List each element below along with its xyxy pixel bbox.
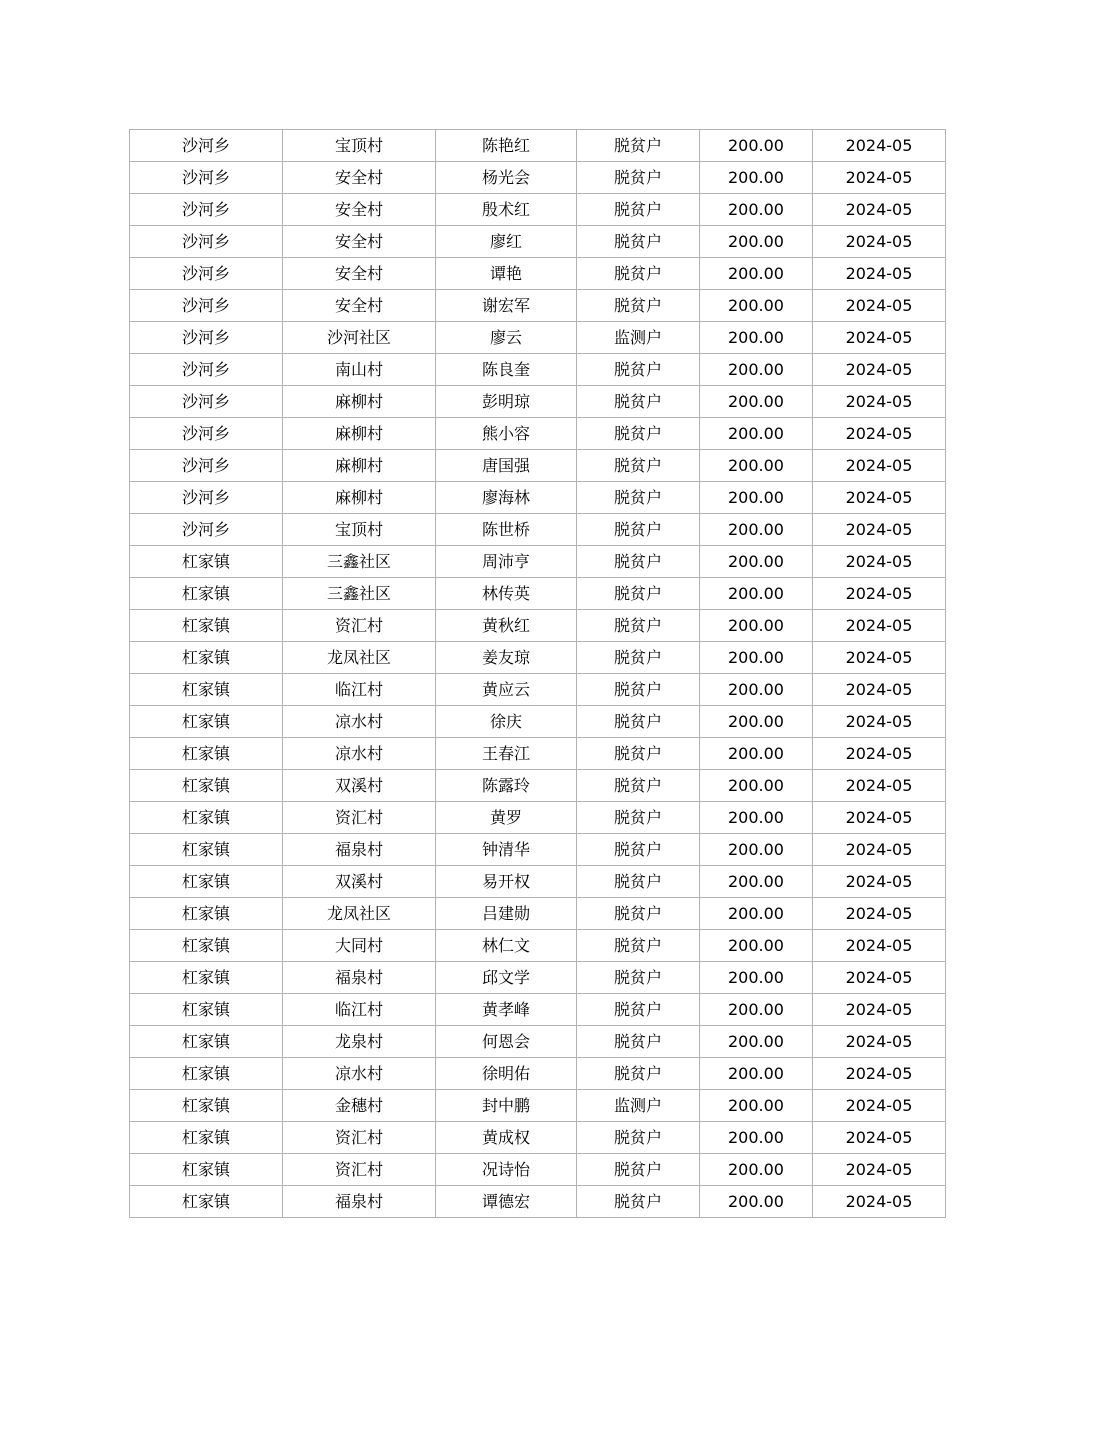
amount-cell: 200.00 (700, 674, 813, 706)
township-cell: 杠家镇 (130, 770, 283, 802)
amount-cell: 200.00 (700, 514, 813, 546)
household-type-cell: 脱贫户 (577, 866, 700, 898)
village-cell: 大同村 (283, 930, 436, 962)
month-cell: 2024-05 (813, 962, 946, 994)
month-cell: 2024-05 (813, 226, 946, 258)
month-cell: 2024-05 (813, 1186, 946, 1218)
month-cell: 2024-05 (813, 1154, 946, 1186)
village-cell: 双溪村 (283, 770, 436, 802)
amount-cell: 200.00 (700, 1122, 813, 1154)
name-cell: 陈良奎 (436, 354, 577, 386)
amount-cell: 200.00 (700, 450, 813, 482)
township-cell: 杠家镇 (130, 898, 283, 930)
table-row (130, 962, 946, 994)
amount-cell: 200.00 (700, 162, 813, 194)
name-cell: 谭艳 (436, 258, 577, 290)
township-cell: 沙河乡 (130, 386, 283, 418)
name-cell: 黄秋红 (436, 610, 577, 642)
township-cell: 杠家镇 (130, 930, 283, 962)
name-cell: 陈露玲 (436, 770, 577, 802)
township-cell: 杠家镇 (130, 706, 283, 738)
table-row (130, 386, 946, 418)
township-cell: 沙河乡 (130, 418, 283, 450)
month-cell: 2024-05 (813, 1058, 946, 1090)
amount-cell: 200.00 (700, 770, 813, 802)
table-row (130, 834, 946, 866)
month-cell: 2024-05 (813, 450, 946, 482)
household-type-cell: 脱贫户 (577, 962, 700, 994)
name-cell: 谭德宏 (436, 1186, 577, 1218)
household-type-cell: 脱贫户 (577, 898, 700, 930)
village-cell: 福泉村 (283, 834, 436, 866)
household-type-cell: 脱贫户 (577, 546, 700, 578)
month-cell: 2024-05 (813, 834, 946, 866)
table-row (130, 898, 946, 930)
township-cell: 沙河乡 (130, 450, 283, 482)
township-cell: 杠家镇 (130, 674, 283, 706)
household-type-cell: 脱贫户 (577, 610, 700, 642)
township-cell: 沙河乡 (130, 194, 283, 226)
amount-cell: 200.00 (700, 994, 813, 1026)
household-type-cell: 监测户 (577, 1090, 700, 1122)
month-cell: 2024-05 (813, 674, 946, 706)
amount-cell: 200.00 (700, 1058, 813, 1090)
township-cell: 杠家镇 (130, 610, 283, 642)
household-type-cell: 脱贫户 (577, 450, 700, 482)
household-type-cell: 脱贫户 (577, 1026, 700, 1058)
table-row (130, 546, 946, 578)
amount-cell: 200.00 (700, 578, 813, 610)
month-cell: 2024-05 (813, 866, 946, 898)
township-cell: 杠家镇 (130, 1058, 283, 1090)
month-cell: 2024-05 (813, 322, 946, 354)
table-row (130, 770, 946, 802)
township-cell: 杠家镇 (130, 962, 283, 994)
amount-cell: 200.00 (700, 354, 813, 386)
township-cell: 沙河乡 (130, 226, 283, 258)
household-type-cell: 脱贫户 (577, 258, 700, 290)
township-cell: 杠家镇 (130, 1026, 283, 1058)
amount-cell: 200.00 (700, 226, 813, 258)
amount-cell: 200.00 (700, 290, 813, 322)
amount-cell: 200.00 (700, 1154, 813, 1186)
township-cell: 杠家镇 (130, 802, 283, 834)
village-cell: 宝顶村 (283, 514, 436, 546)
village-cell: 双溪村 (283, 866, 436, 898)
month-cell: 2024-05 (813, 162, 946, 194)
name-cell: 吕建勋 (436, 898, 577, 930)
table-row (130, 194, 946, 226)
amount-cell: 200.00 (700, 546, 813, 578)
village-cell: 三鑫社区 (283, 578, 436, 610)
table-row (130, 514, 946, 546)
amount-cell: 200.00 (700, 1026, 813, 1058)
household-type-cell: 脱贫户 (577, 354, 700, 386)
village-cell: 龙凤社区 (283, 898, 436, 930)
village-cell: 安全村 (283, 258, 436, 290)
month-cell: 2024-05 (813, 194, 946, 226)
month-cell: 2024-05 (813, 770, 946, 802)
amount-cell: 200.00 (700, 706, 813, 738)
household-type-cell: 脱贫户 (577, 386, 700, 418)
household-type-cell: 脱贫户 (577, 418, 700, 450)
township-cell: 沙河乡 (130, 482, 283, 514)
village-cell: 凉水村 (283, 706, 436, 738)
month-cell: 2024-05 (813, 610, 946, 642)
month-cell: 2024-05 (813, 930, 946, 962)
household-type-cell: 脱贫户 (577, 482, 700, 514)
table-row (130, 802, 946, 834)
household-type-cell: 脱贫户 (577, 994, 700, 1026)
village-cell: 临江村 (283, 674, 436, 706)
household-type-cell: 脱贫户 (577, 130, 700, 162)
month-cell: 2024-05 (813, 514, 946, 546)
amount-cell: 200.00 (700, 962, 813, 994)
amount-cell: 200.00 (700, 130, 813, 162)
township-cell: 沙河乡 (130, 258, 283, 290)
township-cell: 杠家镇 (130, 642, 283, 674)
township-cell: 杠家镇 (130, 1090, 283, 1122)
table-row (130, 1154, 946, 1186)
village-cell: 资汇村 (283, 1154, 436, 1186)
table-row (130, 1090, 946, 1122)
household-type-cell: 脱贫户 (577, 226, 700, 258)
name-cell: 易开权 (436, 866, 577, 898)
table-row (130, 1122, 946, 1154)
table-row (130, 930, 946, 962)
household-type-cell: 脱贫户 (577, 514, 700, 546)
month-cell: 2024-05 (813, 802, 946, 834)
table-row (130, 258, 946, 290)
table-body (130, 130, 946, 1218)
township-cell: 杠家镇 (130, 834, 283, 866)
month-cell: 2024-05 (813, 354, 946, 386)
name-cell: 廖海林 (436, 482, 577, 514)
township-cell: 杠家镇 (130, 738, 283, 770)
village-cell: 安全村 (283, 290, 436, 322)
month-cell: 2024-05 (813, 578, 946, 610)
name-cell: 彭明琼 (436, 386, 577, 418)
township-cell: 沙河乡 (130, 162, 283, 194)
name-cell: 黄成权 (436, 1122, 577, 1154)
village-cell: 资汇村 (283, 802, 436, 834)
village-cell: 资汇村 (283, 610, 436, 642)
village-cell: 宝顶村 (283, 130, 436, 162)
amount-cell: 200.00 (700, 866, 813, 898)
household-type-cell: 脱贫户 (577, 1122, 700, 1154)
household-type-cell: 脱贫户 (577, 834, 700, 866)
month-cell: 2024-05 (813, 546, 946, 578)
table-row (130, 1026, 946, 1058)
township-cell: 沙河乡 (130, 322, 283, 354)
household-type-cell: 脱贫户 (577, 930, 700, 962)
amount-cell: 200.00 (700, 642, 813, 674)
amount-cell: 200.00 (700, 418, 813, 450)
township-cell: 杠家镇 (130, 546, 283, 578)
name-cell: 廖红 (436, 226, 577, 258)
table-row (130, 322, 946, 354)
table-row (130, 162, 946, 194)
village-cell: 福泉村 (283, 1186, 436, 1218)
village-cell: 沙河社区 (283, 322, 436, 354)
village-cell: 南山村 (283, 354, 436, 386)
name-cell: 唐国强 (436, 450, 577, 482)
name-cell: 陈艳红 (436, 130, 577, 162)
household-type-cell: 监测户 (577, 322, 700, 354)
village-cell: 麻柳村 (283, 418, 436, 450)
household-type-cell: 脱贫户 (577, 290, 700, 322)
household-type-cell: 脱贫户 (577, 674, 700, 706)
table-row (130, 226, 946, 258)
month-cell: 2024-05 (813, 130, 946, 162)
table-row (130, 706, 946, 738)
month-cell: 2024-05 (813, 738, 946, 770)
amount-cell: 200.00 (700, 1090, 813, 1122)
amount-cell: 200.00 (700, 834, 813, 866)
township-cell: 杠家镇 (130, 1122, 283, 1154)
name-cell: 黄孝峰 (436, 994, 577, 1026)
household-type-cell: 脱贫户 (577, 162, 700, 194)
name-cell: 谢宏军 (436, 290, 577, 322)
village-cell: 麻柳村 (283, 386, 436, 418)
table-row (130, 610, 946, 642)
name-cell: 熊小容 (436, 418, 577, 450)
township-cell: 杠家镇 (130, 578, 283, 610)
township-cell: 沙河乡 (130, 514, 283, 546)
household-type-cell: 脱贫户 (577, 802, 700, 834)
month-cell: 2024-05 (813, 706, 946, 738)
name-cell: 姜友琼 (436, 642, 577, 674)
amount-cell: 200.00 (700, 194, 813, 226)
name-cell: 杨光会 (436, 162, 577, 194)
data-table (129, 129, 946, 1218)
month-cell: 2024-05 (813, 898, 946, 930)
name-cell: 邱文学 (436, 962, 577, 994)
table-row (130, 674, 946, 706)
month-cell: 2024-05 (813, 418, 946, 450)
township-cell: 沙河乡 (130, 290, 283, 322)
name-cell: 林仁文 (436, 930, 577, 962)
table-row (130, 354, 946, 386)
name-cell: 林传英 (436, 578, 577, 610)
table-row (130, 290, 946, 322)
month-cell: 2024-05 (813, 642, 946, 674)
month-cell: 2024-05 (813, 1090, 946, 1122)
village-cell: 资汇村 (283, 1122, 436, 1154)
village-cell: 三鑫社区 (283, 546, 436, 578)
name-cell: 黄应云 (436, 674, 577, 706)
village-cell: 临江村 (283, 994, 436, 1026)
amount-cell: 200.00 (700, 610, 813, 642)
household-type-cell: 脱贫户 (577, 578, 700, 610)
table-row (130, 738, 946, 770)
village-cell: 麻柳村 (283, 450, 436, 482)
amount-cell: 200.00 (700, 898, 813, 930)
village-cell: 龙凤社区 (283, 642, 436, 674)
month-cell: 2024-05 (813, 258, 946, 290)
township-cell: 杠家镇 (130, 994, 283, 1026)
name-cell: 钟清华 (436, 834, 577, 866)
amount-cell: 200.00 (700, 738, 813, 770)
name-cell: 陈世桥 (436, 514, 577, 546)
household-type-cell: 脱贫户 (577, 1058, 700, 1090)
village-cell: 安全村 (283, 226, 436, 258)
name-cell: 徐庆 (436, 706, 577, 738)
household-type-cell: 脱贫户 (577, 1186, 700, 1218)
amount-cell: 200.00 (700, 802, 813, 834)
village-cell: 凉水村 (283, 1058, 436, 1090)
village-cell: 福泉村 (283, 962, 436, 994)
amount-cell: 200.00 (700, 1186, 813, 1218)
table-row (130, 1186, 946, 1218)
table-row (130, 482, 946, 514)
name-cell: 况诗怡 (436, 1154, 577, 1186)
household-type-cell: 脱贫户 (577, 642, 700, 674)
name-cell: 殷术红 (436, 194, 577, 226)
village-cell: 安全村 (283, 162, 436, 194)
amount-cell: 200.00 (700, 258, 813, 290)
table-row (130, 130, 946, 162)
village-cell: 凉水村 (283, 738, 436, 770)
month-cell: 2024-05 (813, 994, 946, 1026)
month-cell: 2024-05 (813, 482, 946, 514)
township-cell: 杠家镇 (130, 866, 283, 898)
month-cell: 2024-05 (813, 386, 946, 418)
amount-cell: 200.00 (700, 482, 813, 514)
name-cell: 何恩会 (436, 1026, 577, 1058)
month-cell: 2024-05 (813, 1026, 946, 1058)
household-type-cell: 脱贫户 (577, 706, 700, 738)
month-cell: 2024-05 (813, 290, 946, 322)
amount-cell: 200.00 (700, 322, 813, 354)
name-cell: 王春江 (436, 738, 577, 770)
table-row (130, 450, 946, 482)
amount-cell: 200.00 (700, 930, 813, 962)
household-type-cell: 脱贫户 (577, 770, 700, 802)
name-cell: 周沛亨 (436, 546, 577, 578)
household-type-cell: 脱贫户 (577, 194, 700, 226)
township-cell: 沙河乡 (130, 354, 283, 386)
amount-cell: 200.00 (700, 386, 813, 418)
village-cell: 麻柳村 (283, 482, 436, 514)
table-row (130, 866, 946, 898)
township-cell: 沙河乡 (130, 130, 283, 162)
table-row (130, 418, 946, 450)
village-cell: 龙泉村 (283, 1026, 436, 1058)
household-type-cell: 脱贫户 (577, 738, 700, 770)
month-cell: 2024-05 (813, 1122, 946, 1154)
township-cell: 杠家镇 (130, 1154, 283, 1186)
table-row (130, 1058, 946, 1090)
township-cell: 杠家镇 (130, 1186, 283, 1218)
name-cell: 徐明佑 (436, 1058, 577, 1090)
table-row (130, 642, 946, 674)
village-cell: 安全村 (283, 194, 436, 226)
name-cell: 黄罗 (436, 802, 577, 834)
name-cell: 廖云 (436, 322, 577, 354)
table-row (130, 994, 946, 1026)
village-cell: 金穗村 (283, 1090, 436, 1122)
household-type-cell: 脱贫户 (577, 1154, 700, 1186)
name-cell: 封中鹏 (436, 1090, 577, 1122)
table-row (130, 578, 946, 610)
